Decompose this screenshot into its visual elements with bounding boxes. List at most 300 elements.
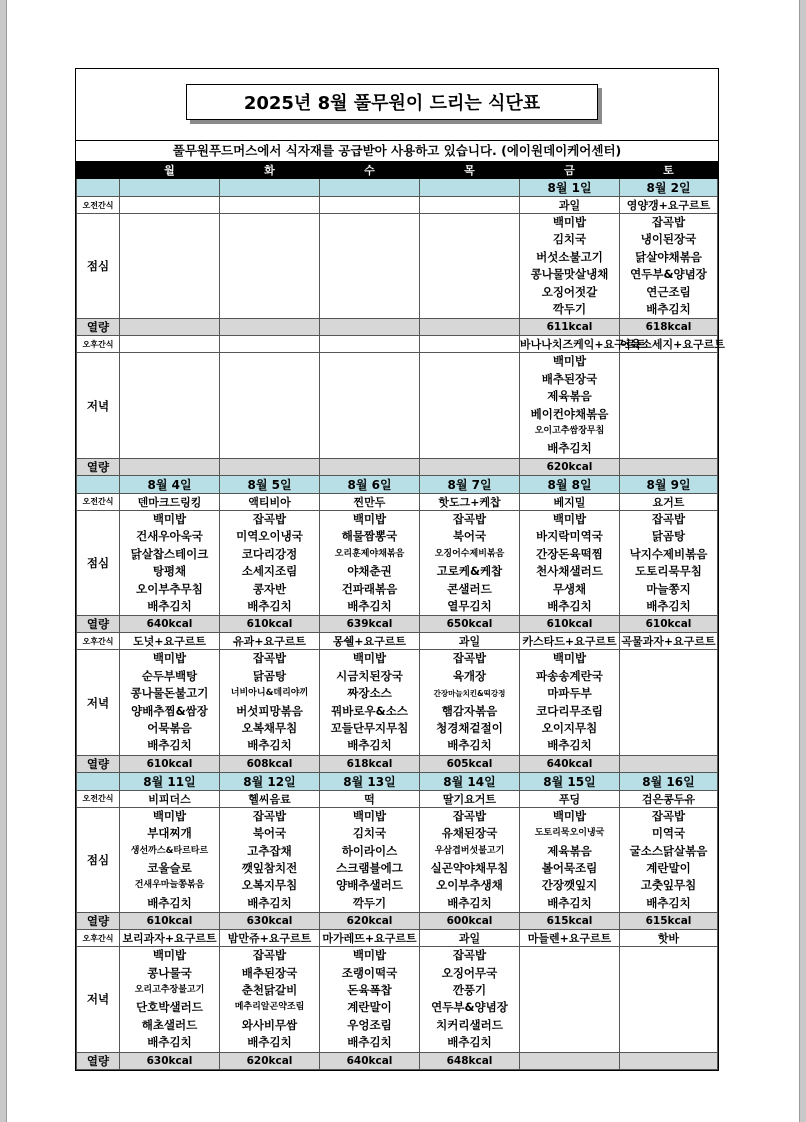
menu-item: 배추김치 [247, 1035, 292, 1050]
menu-item: 계란말이 [646, 860, 691, 875]
snack-cell [220, 197, 320, 214]
menu-item: 양배추찜&쌈장 [131, 703, 208, 718]
date-row [77, 772, 718, 790]
menu-item: 바지락미역국 [536, 529, 603, 544]
menu-item: 햄감자볶음 [441, 703, 498, 718]
am-snack-row [77, 197, 718, 214]
menu-item: 연두부&양념장 [431, 1000, 508, 1015]
date-cell [120, 179, 220, 197]
menu-item: 오리훈제야채볶음 [334, 548, 405, 559]
am-snack-row-label: 오전간식 [77, 790, 120, 807]
menu-item: 닭살야채볶음 [635, 249, 702, 264]
menu-item: 잡곡밥 [452, 948, 487, 963]
kcal-cell: 610kcal [120, 913, 220, 930]
snack-cell: 보리과자+요구르트 [120, 930, 220, 947]
date-cell: 8월 14일 [420, 772, 520, 790]
menu-item: 오이부추생채 [436, 878, 503, 893]
dinner-kcal-row [77, 458, 718, 475]
kcal-cell: 605kcal [420, 755, 520, 772]
date-cell: 8월 15일 [520, 772, 620, 790]
menu-item: 도토리묵오이냉국 [534, 828, 605, 839]
menu-item: 오이부추무침 [136, 581, 203, 596]
kcal-cell [320, 319, 420, 336]
kcal-cell [220, 458, 320, 475]
menu-item: 양배추샐러드 [336, 878, 403, 893]
kcal-cell: 610kcal [120, 755, 220, 772]
menu-item: 어묵볶음 [147, 720, 192, 735]
menu-item: 배추김치 [147, 738, 192, 753]
snack-cell: 헬씨음료 [220, 790, 320, 807]
kcal-cell [420, 458, 520, 475]
pm-snack-row [77, 336, 718, 353]
menu-item: 고추잡채 [247, 843, 292, 858]
menu-item: 배추김치 [447, 738, 492, 753]
snack-cell [320, 336, 420, 353]
menu-item: 백미밥 [152, 651, 187, 666]
meal-cell [220, 214, 320, 319]
date-cell: 8월 12일 [220, 772, 320, 790]
menu-item: 치커리샐러드 [436, 1017, 503, 1032]
lunch-row [77, 510, 718, 615]
date-cell: 8월 9일 [620, 475, 718, 493]
menu-item: 제육볶음 [547, 389, 592, 404]
weekday-header: 월 [120, 162, 220, 179]
meal-cell [520, 353, 620, 458]
date-row-label [77, 475, 120, 493]
pm-snack-row-label: 오후간식 [77, 336, 120, 353]
menu-item: 건새우아욱국 [136, 529, 203, 544]
menu-item: 도토리묵무침 [635, 564, 702, 579]
kcal-cell [420, 319, 520, 336]
menu-item: 돈육폭찹 [347, 983, 392, 997]
menu-item: 파송송계란국 [536, 668, 603, 683]
menu-item: 오복채무침 [241, 720, 298, 735]
meal-cell [320, 807, 420, 912]
menu-item: 백미밥 [352, 511, 387, 526]
menu-item: 고로케&케찹 [436, 564, 503, 579]
menu-item: 깐풍기 [452, 983, 487, 997]
pm-snack-row-label: 오후간식 [77, 930, 120, 947]
snack-cell: 과일 [520, 197, 620, 214]
menu-item: 낙지수제비볶음 [629, 546, 708, 561]
menu-item: 백미밥 [152, 511, 187, 526]
meal-cell [120, 947, 220, 1052]
dinner-kcal-row [77, 1052, 718, 1069]
meal-cell [220, 650, 320, 755]
menu-item: 실곤약야채무침 [430, 860, 509, 875]
meal-cell [620, 353, 718, 458]
menu-item: 열무김치 [447, 598, 492, 613]
menu-item: 부대찌개 [147, 826, 192, 841]
date-cell: 8월 8일 [520, 475, 620, 493]
menu-item: 우엉조림 [347, 1017, 392, 1032]
kcal-cell [220, 319, 320, 336]
am-snack-row [77, 493, 718, 510]
date-row-label [77, 179, 120, 197]
menu-item: 깻잎참치전 [241, 860, 298, 875]
snack-cell: 마가레뜨+요구르트 [320, 930, 420, 947]
snack-cell: 덴마크드링킹 [120, 493, 220, 510]
menu-item: 배추김치 [347, 1035, 392, 1050]
meal-cell [420, 650, 520, 755]
meal-cell [520, 650, 620, 755]
menu-item: 백미밥 [552, 808, 587, 823]
snack-cell: 요거트 [620, 493, 718, 510]
meal-cell [520, 214, 620, 319]
menu-item: 백미밥 [552, 354, 587, 369]
kcal-cell: 639kcal [320, 616, 420, 633]
menu-item: 배추김치 [347, 738, 392, 753]
kcal-cell [620, 458, 718, 475]
menu-item: 배추김치 [147, 895, 192, 910]
kcal-cell: 618kcal [320, 755, 420, 772]
menu-item: 닭곰탕 [252, 668, 287, 683]
menu-item: 우삼겹버섯불고기 [434, 845, 505, 856]
lunch-kcal-row-label: 열량 [77, 616, 120, 633]
menu-item: 버섯피망볶음 [236, 703, 303, 718]
menu-item: 배추김치 [147, 1035, 192, 1050]
menu-item: 스크램블에그 [336, 860, 403, 875]
meal-cell [320, 214, 420, 319]
dinner-kcal-row [77, 755, 718, 772]
menu-item: 소세지조림 [241, 564, 298, 579]
date-row-label [77, 772, 120, 790]
menu-item: 건새우마늘쫑볶음 [134, 880, 205, 891]
kcal-cell [120, 458, 220, 475]
kcal-cell: 610kcal [620, 616, 718, 633]
menu-item: 해물짬뽕국 [341, 529, 398, 544]
meal-cell [520, 510, 620, 615]
menu-item: 잡곡밥 [252, 511, 287, 526]
menu-item: 연두부&양념장 [630, 267, 707, 282]
date-cell: 8월 5일 [220, 475, 320, 493]
am-snack-row [77, 790, 718, 807]
menu-item: 춘천닭갈비 [241, 983, 298, 997]
kcal-cell: 650kcal [420, 616, 520, 633]
kcal-cell: 618kcal [620, 319, 718, 336]
meal-cell [420, 214, 520, 319]
menu-item: 배추된장국 [541, 371, 598, 386]
snack-cell: 핫도그+케찹 [420, 493, 520, 510]
menu-item: 콩나물맛살냉채 [530, 267, 609, 282]
menu-item: 코다리강정 [241, 546, 298, 561]
title-area [76, 69, 718, 141]
snack-cell [220, 336, 320, 353]
lunch-kcal-row [77, 319, 718, 336]
menu-item: 굴소스닭살볶음 [629, 843, 708, 858]
menu-item: 무생채 [552, 581, 587, 596]
menu-item: 잡곡밥 [452, 808, 487, 823]
menu-item: 백미밥 [152, 948, 187, 963]
meal-cell [120, 353, 220, 458]
menu-item: 오징어젓갈 [541, 284, 598, 299]
am-snack-row-label: 오전간식 [77, 197, 120, 214]
menu-item: 간장깻잎지 [541, 878, 598, 893]
meal-cell [620, 807, 718, 912]
dinner-row-label: 저녁 [77, 353, 120, 458]
meal-cell [620, 650, 718, 755]
snack-cell: 몽쉘+요구르트 [320, 633, 420, 650]
menu-item: 배추김치 [147, 598, 192, 613]
menu-item: 조랭이떡국 [341, 965, 398, 980]
menu-item: 냉이된장국 [640, 232, 697, 247]
menu-item: 배추김치 [646, 895, 691, 910]
menu-item: 육개장 [452, 668, 487, 683]
menu-item: 백미밥 [352, 808, 387, 823]
kcal-cell: 608kcal [220, 755, 320, 772]
menu-item: 단호박샐러드 [136, 1000, 203, 1015]
weekday-header: 목 [420, 162, 520, 179]
menu-item: 배추김치 [247, 895, 292, 910]
menu-item: 청경채겉절이 [436, 720, 503, 735]
snack-cell: 곡물과자+요구르트 [620, 633, 718, 650]
meal-cell [220, 807, 320, 912]
date-cell: 8월 4일 [120, 475, 220, 493]
menu-item: 배추된장국 [241, 965, 298, 980]
page-title: 2025년 8월 풀무원이 드리는 식단표 [186, 84, 598, 120]
menu-item: 잡곡밥 [252, 651, 287, 666]
menu-item: 미역오이냉국 [236, 529, 303, 544]
menu-item: 고춧잎무침 [640, 878, 697, 893]
dinner-row [77, 650, 718, 755]
menu-item: 오이지무침 [541, 720, 598, 735]
weekday-header: 토 [620, 162, 718, 179]
snack-cell: 카스타드+요구르트 [520, 633, 620, 650]
menu-item: 꿔바로우&소스 [331, 703, 408, 718]
kcal-cell [320, 458, 420, 475]
kcal-cell: 615kcal [620, 913, 718, 930]
lunch-kcal-row-label: 열량 [77, 319, 120, 336]
meal-cell [520, 807, 620, 912]
menu-item: 배추김치 [247, 738, 292, 753]
menu-item: 잡곡밥 [252, 948, 287, 963]
menu-item: 짜장소스 [347, 686, 392, 701]
menu-item: 배추김치 [247, 598, 292, 613]
menu-item: 배추김치 [447, 1035, 492, 1050]
snack-cell: 도넛+요구르트 [120, 633, 220, 650]
viewer-right-edge [799, 0, 806, 1122]
menu-item: 마늘쫑지 [646, 581, 691, 596]
menu-sheet [75, 68, 725, 1071]
meal-cell [220, 510, 320, 615]
meal-cell [320, 353, 420, 458]
menu-item: 베이컨야채볶음 [530, 406, 609, 421]
menu-item: 오징어수제비볶음 [434, 548, 505, 559]
menu-item: 순두부백탕 [141, 668, 198, 683]
date-cell: 8월 16일 [620, 772, 718, 790]
menu-item: 잡곡밥 [651, 511, 686, 526]
kcal-cell: 620kcal [320, 913, 420, 930]
meal-cell [120, 510, 220, 615]
kcal-cell: 620kcal [520, 458, 620, 475]
snack-cell: 딸기요거트 [420, 790, 520, 807]
meal-cell [320, 947, 420, 1052]
menu-item: 볼어묵조림 [541, 860, 598, 875]
menu-item: 와사비무쌈 [241, 1017, 298, 1032]
lunch-row-label: 점심 [77, 214, 120, 319]
menu-item: 코울슬로 [147, 860, 192, 875]
snack-cell: 어육소세지+요구르트 [620, 336, 718, 353]
lunch-kcal-row [77, 913, 718, 930]
date-cell: 8월 13일 [320, 772, 420, 790]
date-cell [420, 179, 520, 197]
snack-cell: 비피더스 [120, 790, 220, 807]
meal-cell [120, 650, 220, 755]
lunch-row [77, 214, 718, 319]
menu-item: 배추김치 [547, 738, 592, 753]
meal-cell [320, 650, 420, 755]
kcal-cell: 648kcal [420, 1052, 520, 1069]
menu-item: 제육볶음 [547, 843, 592, 858]
snack-cell [120, 197, 220, 214]
lunch-kcal-row-label: 열량 [77, 913, 120, 930]
kcal-cell: 610kcal [520, 616, 620, 633]
snack-cell: 바나나치즈케익+요구르트 [520, 336, 620, 353]
menu-item: 북어국 [452, 529, 487, 544]
menu-item: 깍두기 [352, 895, 387, 910]
menu-table [76, 161, 725, 1070]
date-cell: 8월 11일 [120, 772, 220, 790]
menu-item: 북어국 [252, 826, 287, 841]
meal-cell [520, 947, 620, 1052]
menu-item: 유채된장국 [441, 826, 498, 841]
date-cell: 8월 1일 [520, 179, 620, 197]
menu-item: 오이고추쌈장무침 [534, 426, 605, 437]
kcal-cell [520, 1052, 620, 1069]
weekday-header: 수 [320, 162, 420, 179]
weekday-header: 금 [520, 162, 620, 179]
viewer-left-edge [0, 0, 7, 1122]
pm-snack-row [77, 633, 718, 650]
snack-cell: 유과+요구르트 [220, 633, 320, 650]
kcal-cell: 640kcal [520, 755, 620, 772]
snack-cell: 푸딩 [520, 790, 620, 807]
menu-item: 생선까스&타르타르 [130, 845, 209, 856]
menu-item: 천사채샐러드 [536, 564, 603, 579]
snack-cell: 베지밀 [520, 493, 620, 510]
menu-item: 잡곡밥 [452, 511, 487, 526]
menu-item: 건파래볶음 [341, 581, 398, 596]
snack-cell [120, 336, 220, 353]
kcal-cell: 610kcal [220, 616, 320, 633]
menu-item: 백미밥 [552, 215, 587, 229]
menu-item: 잡곡밥 [651, 808, 686, 823]
meal-cell [120, 214, 220, 319]
menu-item: 배추김치 [646, 598, 691, 613]
kcal-cell: 611kcal [520, 319, 620, 336]
kcal-cell: 640kcal [320, 1052, 420, 1069]
menu-item: 오리고추장불고기 [134, 985, 205, 995]
menu-item: 배추김치 [547, 895, 592, 910]
dinner-row [77, 353, 718, 458]
meal-cell [620, 214, 718, 319]
menu-item: 오징어무국 [441, 965, 498, 980]
menu-item: 잡곡밥 [651, 215, 686, 229]
menu-item: 계란말이 [347, 1000, 392, 1015]
weekday-header-corner [77, 162, 120, 179]
kcal-cell: 620kcal [220, 1052, 320, 1069]
menu-item: 배추김치 [347, 598, 392, 613]
weekday-header: 화 [220, 162, 320, 179]
dinner-kcal-row-label: 열량 [77, 458, 120, 475]
lunch-row-label: 점심 [77, 510, 120, 615]
menu-item: 버섯소불고기 [536, 249, 603, 264]
menu-item: 배추김치 [547, 441, 592, 456]
pm-snack-row-label: 오후간식 [77, 633, 120, 650]
menu-item: 잡곡밥 [252, 808, 287, 823]
snack-cell: 마들렌+요구르트 [520, 930, 620, 947]
weekday-header-row [77, 162, 718, 179]
meal-cell [320, 510, 420, 615]
am-snack-row-label: 오전간식 [77, 493, 120, 510]
kcal-cell: 630kcal [120, 1052, 220, 1069]
snack-cell: 과일 [420, 930, 520, 947]
menu-item: 잡곡밥 [452, 651, 487, 666]
menu-item: 콩자반 [252, 581, 287, 596]
menu-item: 백미밥 [552, 511, 587, 526]
snack-cell: 밤만쥬+요구르트 [220, 930, 320, 947]
menu-item: 백미밥 [352, 948, 387, 963]
lunch-row [77, 807, 718, 912]
dinner-kcal-row-label: 열량 [77, 1052, 120, 1069]
meal-cell [220, 947, 320, 1052]
menu-item: 간장돈육떡찜 [536, 546, 603, 561]
meal-cell [420, 947, 520, 1052]
meal-cell [420, 353, 520, 458]
date-row [77, 475, 718, 493]
snack-cell [420, 197, 520, 214]
menu-item: 백미밥 [152, 808, 187, 823]
menu-item: 마파두부 [547, 686, 592, 701]
date-row [77, 179, 718, 197]
menu-item: 콩나물돈불고기 [130, 686, 209, 701]
menu-item: 콘샐러드 [447, 581, 492, 596]
menu-item: 메추리알곤약조림 [234, 1002, 305, 1013]
menu-item: 배추김치 [646, 302, 691, 317]
lunch-kcal-row [77, 616, 718, 633]
menu-item: 꼬들단무지무침 [330, 720, 409, 735]
meal-cell [120, 807, 220, 912]
kcal-cell [620, 1052, 718, 1069]
snack-cell: 찐만두 [320, 493, 420, 510]
meal-cell [420, 510, 520, 615]
kcal-cell [120, 319, 220, 336]
supplier-note: 풀무원푸드머스에서 식자재를 공급받아 사용하고 있습니다. (에이원데이케어센터) [172, 143, 622, 158]
menu-item: 닭곰탕 [651, 529, 686, 544]
menu-item: 탕평채 [152, 564, 187, 579]
date-cell: 8월 2일 [620, 179, 718, 197]
date-cell: 8월 6일 [320, 475, 420, 493]
menu-item: 백미밥 [352, 651, 387, 666]
date-cell [320, 179, 420, 197]
kcal-cell: 630kcal [220, 913, 320, 930]
lunch-row-label: 점심 [77, 807, 120, 912]
pm-snack-row [77, 930, 718, 947]
menu-item: 야채춘권 [347, 564, 392, 579]
menu-item: 시금치된장국 [336, 668, 403, 683]
menu-item: 오복지무침 [241, 878, 298, 893]
menu-item: 연근조림 [646, 284, 691, 299]
menu-item: 콩나물국 [147, 965, 192, 980]
menu-item: 깍두기 [552, 302, 587, 317]
date-cell: 8월 7일 [420, 475, 520, 493]
meal-cell [620, 947, 718, 1052]
menu-item: 김치국 [552, 232, 587, 247]
snack-cell [420, 336, 520, 353]
menu-item: 간장마늘치킨&떡강정 [433, 689, 506, 699]
meal-cell [620, 510, 718, 615]
snack-cell [320, 197, 420, 214]
